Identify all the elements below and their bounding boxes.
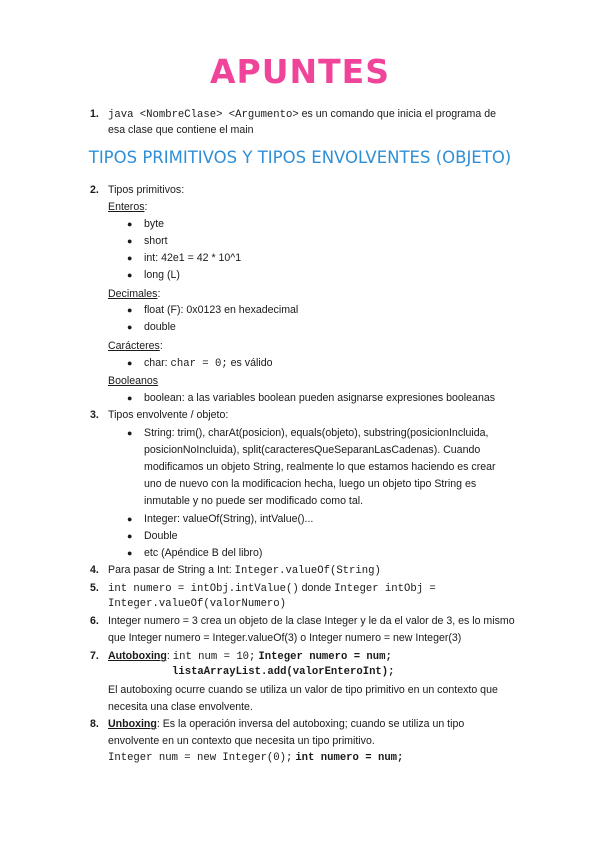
code-snippet: Integer.valueOf(String) xyxy=(234,565,381,577)
booleanos-label: Booleanos xyxy=(108,375,159,387)
list-item: int: 42e1 = 42 * 10^1 xyxy=(144,252,242,264)
bullet-icon: ● xyxy=(127,270,133,280)
code-snippet: java <NombreClase> <Argumento> xyxy=(108,109,299,121)
string-line: posicionNoIncluida), split(caracteresQueSeparanLasCadenas). Cuando xyxy=(144,444,481,456)
list-item: double xyxy=(144,321,176,333)
bullet-icon: ● xyxy=(127,305,133,315)
item-8-line-2: envolvente en un contexto que necesita un tipo primitivo. xyxy=(108,735,375,747)
list-item: char: char = 0; es válido xyxy=(144,357,273,370)
item-4-line: Para pasar de String a Int: Integer.valueOf(String) xyxy=(108,564,381,577)
list-item: long (L) xyxy=(144,269,180,281)
bullet-icon: ● xyxy=(127,322,133,332)
string-line: uno de nuevo con la modificacion hecha, luego un objeto tipo String es xyxy=(144,478,477,490)
section-subtitle: TIPOS PRIMITIVOS Y TIPOS ENVOLVENTES (OBJETO) xyxy=(88,148,512,167)
item-3-heading: Tipos envolvente / objeto: xyxy=(108,409,229,421)
bullet-icon: ● xyxy=(127,548,133,558)
item-7-line-3: El autoboxing ocurre cuando se utiliza un valor de tipo primitivo en un contexto que xyxy=(108,684,498,696)
caracteres-label: Carácteres: xyxy=(108,340,163,352)
bullet-icon: ● xyxy=(127,428,133,438)
list-item: short xyxy=(144,235,168,247)
bullet-icon: ● xyxy=(127,253,133,263)
item-1-line-2: esa clase que contiene el main xyxy=(108,124,254,136)
item-1-text: es un comando que inicia el programa de xyxy=(298,108,497,120)
item-number: 1. xyxy=(90,108,99,120)
item-number: 4. xyxy=(90,564,99,576)
string-line: modificamos un objeto String, realmente lo que estamos haciendo es crear xyxy=(144,461,496,473)
page-title: APUNTES xyxy=(210,52,390,91)
item-number: 5. xyxy=(90,582,99,594)
item-6-line-1: Integer numero = 3 crea un objeto de la clase Integer y le da el valor de 3, es lo mismo xyxy=(108,615,515,627)
item-1-line-1 xyxy=(108,107,496,122)
unboxing-label: Unboxing xyxy=(108,718,157,730)
item-7-line-4: necesita una clase envolvente. xyxy=(108,701,253,713)
autoboxing-label: Autoboxing xyxy=(108,650,167,662)
code-snippet: Integer num = new Integer(0); xyxy=(108,752,293,764)
code-snippet: Integer numero = num; xyxy=(258,651,392,663)
bullet-icon: ● xyxy=(127,236,133,246)
item-8-line-3 xyxy=(108,750,403,765)
string-line: inmutable y no puede ser modificado como tal. xyxy=(144,495,364,507)
item-6-line-2: que Integer numero = Integer.valueOf(3) o Integer numero = new Integer(3) xyxy=(108,632,462,644)
bullet-icon: ● xyxy=(127,358,133,368)
code-snippet: Integer intObj = xyxy=(334,583,436,595)
list-item: byte xyxy=(144,218,165,230)
code-snippet: char = 0; xyxy=(170,358,228,370)
item-7-line-1: Autoboxing: int num = 10; Integer numero = num; xyxy=(108,650,392,663)
item-number: 8. xyxy=(90,718,99,730)
decimales-label: Decimales: xyxy=(108,288,161,300)
item-number: 6. xyxy=(90,615,99,627)
item-8-line-1: Unboxing: Es la operación inversa del autoboxing; cuando se utiliza un tipo xyxy=(108,718,465,730)
list-item: etc (Apéndice B del libro) xyxy=(144,547,263,559)
item-5-line-1: int numero = intObj.intValue() donde Integer intObj = xyxy=(108,582,436,595)
bullet-icon: ● xyxy=(127,219,133,229)
code-snippet: int numero = intObj.intValue() xyxy=(108,583,299,595)
list-item: boolean: a las variables boolean pueden asignarse expresiones booleanas xyxy=(144,392,496,404)
list-item: Double xyxy=(144,530,178,542)
list-item: float (F): 0x0123 en hexadecimal xyxy=(144,304,299,316)
code-snippet: int num = 10; xyxy=(172,651,256,663)
bullet-icon: ● xyxy=(127,514,133,524)
item-number: 3. xyxy=(90,409,99,421)
code-snippet: listaArrayList.add(valorEnteroInt); xyxy=(172,666,395,678)
bullet-icon: ● xyxy=(127,531,133,541)
enteros-label: Enteros: xyxy=(108,201,148,213)
code-snippet: Integer.valueOf(valorNumero) xyxy=(108,598,287,610)
list-item: Integer: valueOf(String), intValue()... xyxy=(144,513,314,525)
code-snippet: int numero = num; xyxy=(295,752,404,764)
item-2-heading: Tipos primitivos: xyxy=(108,184,185,196)
bullet-icon: ● xyxy=(127,393,133,403)
item-number: 7. xyxy=(90,650,99,662)
item-number: 2. xyxy=(90,184,99,196)
string-line: String: trim(), charAt(posicion), equals(objeto), substring(posicionIncluida, xyxy=(144,427,489,439)
